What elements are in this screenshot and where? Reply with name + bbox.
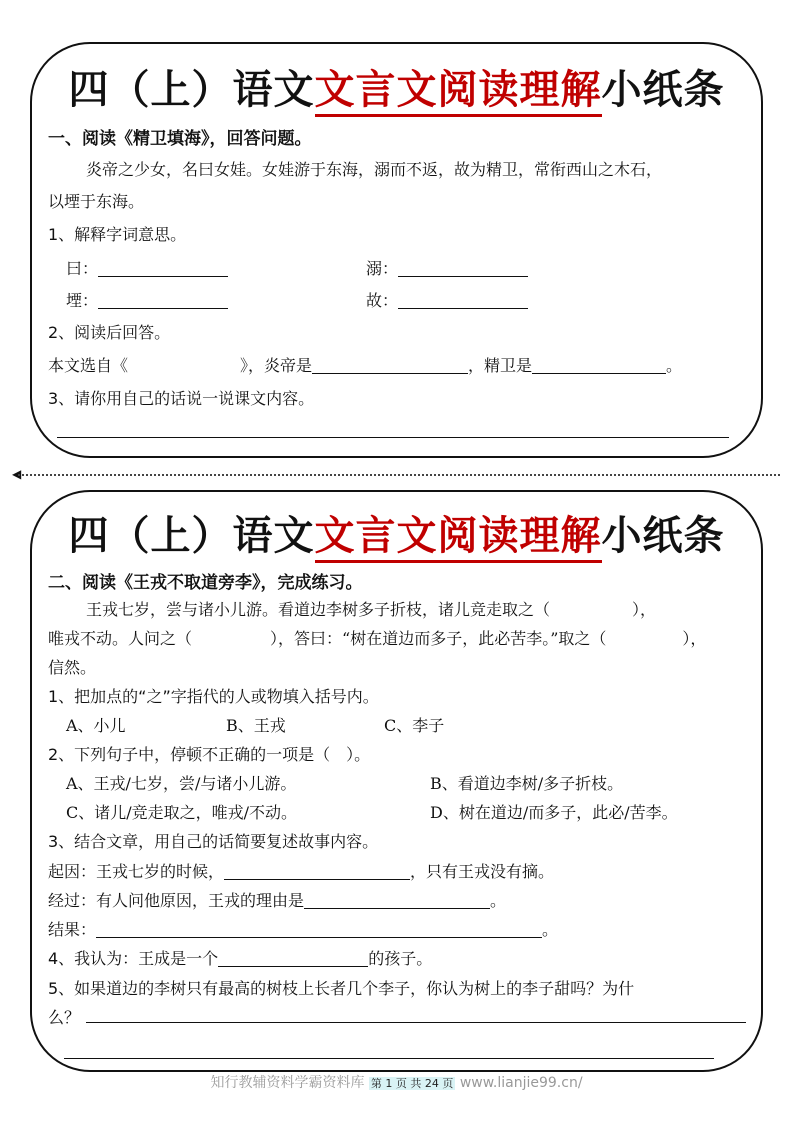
card2-passage-line-1 — [86, 597, 656, 620]
card2-title-highlight: 文言文阅读理解 — [315, 513, 602, 563]
process-label: 经过：有人问他原因，王戎的理由是 — [48, 891, 305, 910]
page-footer — [0, 1072, 793, 1092]
card1-word-2 — [366, 256, 528, 279]
cut-divider — [18, 474, 780, 476]
passage-text: 唯戎不动。人问之（ — [48, 629, 193, 648]
scissor-arrow-icon: ◀ — [12, 467, 22, 481]
answer-blank[interactable] — [398, 292, 528, 309]
card1-question-2: 2、阅读后回答。 — [48, 323, 171, 342]
passage-text: 王戎七岁，尝与诸小儿游。看道边李树多子折枝，诸儿竞走取之（ — [86, 600, 551, 619]
card2-title — [0, 504, 793, 561]
page-number: 第 1 页 共 24 页 — [370, 1077, 454, 1090]
card1-word-1 — [66, 256, 228, 279]
passage-text: ）， — [632, 600, 657, 619]
passage-text: ）， — [682, 629, 707, 648]
card2-q1-option-a: A、小儿 — [66, 716, 126, 735]
card2-q1-option-c: C、李子 — [384, 716, 445, 735]
card2-answer-line-2[interactable] — [64, 1058, 714, 1059]
card1-title — [0, 58, 793, 115]
cause-label: 起因：王戎七岁的时候， — [48, 862, 225, 881]
card2-q2-option-b: B、看道边李树/多子折枝。 — [430, 774, 624, 793]
answer-blank[interactable] — [218, 950, 368, 967]
card1-question-1: 1、解释字词意思。 — [48, 225, 187, 244]
answer-blank[interactable] — [532, 357, 666, 374]
card2-question-5-line-1: 5、如果道边的李树只有最高的树枝上长者几个李子，你认为树上的李子甜吗？为什 — [48, 979, 635, 998]
answer-blank[interactable] — [96, 921, 542, 938]
card1-question-2-line — [48, 353, 682, 376]
q2-part-b: 》，炎帝是 — [240, 356, 313, 375]
card1-title-part-a: 四（上）语文 — [68, 67, 315, 113]
footer-watermark-url[interactable]: www.lianjie99.cn/ — [455, 1075, 583, 1091]
card2-passage-line-3: 信然。 — [48, 658, 97, 677]
card2-answer-line-1[interactable] — [86, 1022, 746, 1023]
answer-blank[interactable] — [312, 357, 468, 374]
word-label: 溺： — [366, 259, 399, 278]
q2-part-d: 。 — [666, 356, 683, 375]
card2-question-2: 2、下列句子中，停顿不正确的一项是（ ）。 — [48, 745, 371, 764]
card2-title-part-a: 四（上）语文 — [68, 513, 315, 559]
answer-blank[interactable] — [98, 260, 228, 277]
card1-word-4 — [366, 288, 528, 311]
card1-passage-line-2: 以堙于东海。 — [48, 192, 145, 211]
card2-q2-option-c: C、诸儿/竞走取之，唯戎/不动。 — [66, 803, 298, 822]
card1-question-3: 3、请你用自己的话说一说课文内容。 — [48, 389, 315, 408]
card1-answer-line[interactable] — [57, 437, 729, 438]
word-label: 故： — [366, 291, 399, 310]
card2-question-5-line-2: 么？ — [48, 1008, 81, 1027]
word-label: 堙： — [66, 291, 99, 310]
card2-question-4 — [48, 946, 432, 969]
q2-part-a: 本文选自《 — [48, 356, 129, 375]
answer-blank[interactable] — [98, 292, 228, 309]
answer-blank[interactable] — [398, 260, 528, 277]
card2-q2-option-d: D、树在道边/而多子，此必/苦李。 — [430, 803, 678, 822]
card2-passage-line-2 — [48, 626, 706, 649]
q4-part-a: 4、我认为：王成是一个 — [48, 949, 219, 968]
card2-title-part-c: 小纸条 — [601, 513, 725, 559]
card2-q2-option-a: A、王戎/七岁，尝/与诸小儿游。 — [66, 774, 297, 793]
card2-q3-process — [48, 888, 506, 911]
result-label: 结果： — [48, 920, 97, 939]
card1-title-highlight: 文言文阅读理解 — [315, 67, 602, 117]
card2-q3-cause — [48, 859, 554, 882]
result-tail: 。 — [542, 920, 559, 939]
card1-passage-line-1: 炎帝之少女，名曰女娃。女娃游于东海，溺而不返，故为精卫，常衔西山之木石， — [86, 160, 663, 179]
card2-q1-option-b: B、王戎 — [226, 716, 286, 735]
card1-title-part-c: 小纸条 — [601, 67, 725, 113]
card1-word-3 — [66, 288, 228, 311]
card2-question-1: 1、把加点的“之”字指代的人或物填入括号内。 — [48, 687, 379, 706]
answer-blank[interactable] — [304, 892, 490, 909]
card2-question-3: 3、结合文章，用自己的话简要复述故事内容。 — [48, 832, 379, 851]
card1-section-heading: 一、阅读《精卫填海》，回答问题。 — [48, 129, 312, 149]
card2-q3-result — [48, 917, 558, 940]
answer-blank[interactable] — [224, 863, 410, 880]
word-label: 曰： — [66, 259, 99, 278]
passage-text: ），答曰：“树在道边而多子，此必苦李。”取之（ — [270, 629, 607, 648]
process-tail: 。 — [490, 891, 507, 910]
q2-part-c: ，精卫是 — [468, 356, 533, 375]
q4-part-b: 的孩子。 — [368, 949, 433, 968]
card2-section-heading: 二、阅读《王戎不取道旁李》，完成练习。 — [48, 573, 363, 593]
footer-watermark-left: 知行教辅资料学霸资料库 — [210, 1075, 369, 1091]
cause-tail: ，只有王戎没有摘。 — [410, 862, 555, 881]
